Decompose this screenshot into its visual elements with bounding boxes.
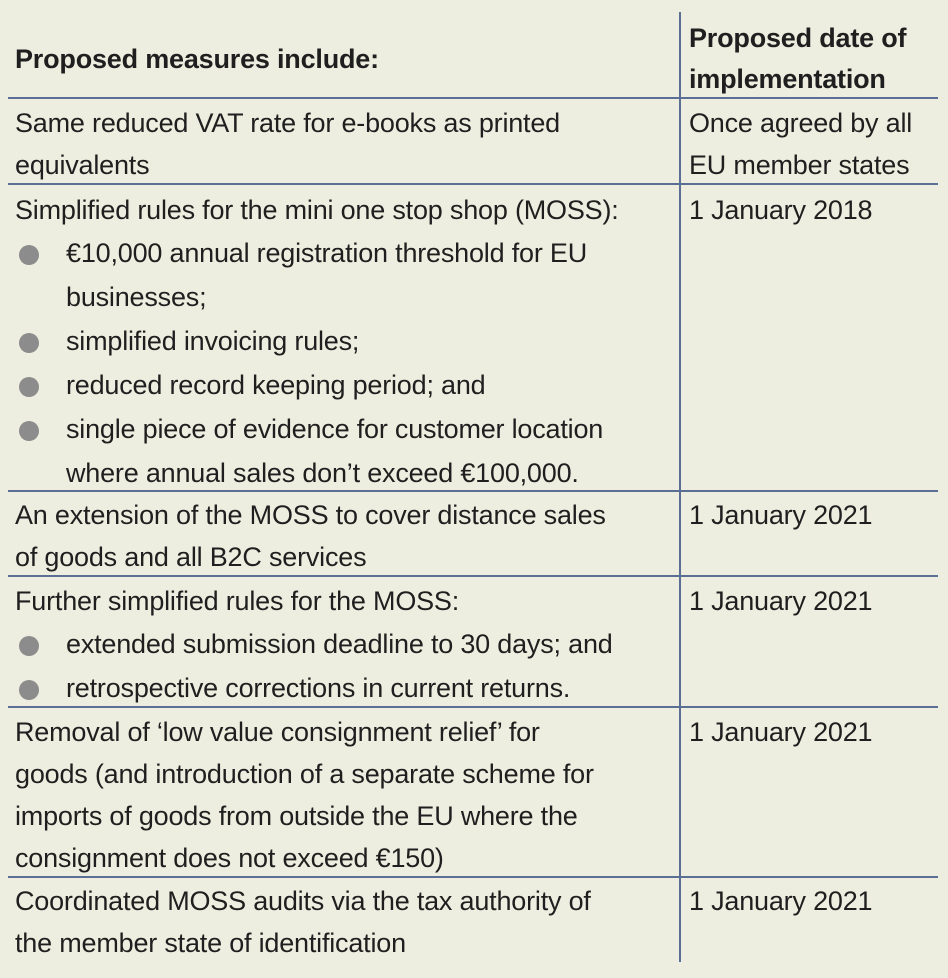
measure-line: Simplified rules for the mini one stop shop (MOSS): xyxy=(15,195,619,225)
measure-line: goods (and introduction of a separate scheme for xyxy=(15,759,594,789)
date-line: EU member states xyxy=(689,150,910,180)
date-cell xyxy=(689,711,934,753)
date-line: 1 January 2021 xyxy=(689,717,873,747)
bullet-dot-icon xyxy=(19,421,39,441)
bullet-line: businesses; xyxy=(66,282,207,312)
row-rule xyxy=(8,575,938,577)
bullet-item xyxy=(15,363,670,407)
row-rule xyxy=(8,876,938,878)
bullet-item xyxy=(15,407,670,495)
date-line: 1 January 2021 xyxy=(689,500,873,530)
header-rule xyxy=(8,97,938,99)
measure-cell xyxy=(15,494,670,578)
bullet-item xyxy=(15,666,670,710)
measure-line: imports of goods from outside the EU where the xyxy=(15,801,578,831)
date-cell xyxy=(689,189,934,231)
bullet-dot-icon xyxy=(19,333,39,353)
bullet-item xyxy=(15,319,670,363)
row-rule xyxy=(8,706,938,708)
measure-cell xyxy=(15,189,670,495)
measure-line: Further simplified rules for the MOSS: xyxy=(15,586,460,616)
measure-line: equivalents xyxy=(15,150,150,180)
date-cell xyxy=(689,102,934,186)
bullet-line: retrospective corrections in current returns. xyxy=(66,673,571,703)
column-divider xyxy=(679,12,681,962)
measure-cell xyxy=(15,580,670,710)
measure-line: of goods and all B2C services xyxy=(15,542,367,572)
measure-line: the member state of identification xyxy=(15,928,406,958)
row-rule xyxy=(8,490,938,492)
measure-cell xyxy=(15,711,670,879)
bullet-dot-icon xyxy=(19,377,39,397)
header-measures: Proposed measures include: xyxy=(15,44,379,74)
bullet-line: simplified invoicing rules; xyxy=(66,326,360,356)
bullet-line: where annual sales don’t exceed €100,000. xyxy=(66,458,579,488)
header-date-line: implementation xyxy=(689,64,886,94)
row-rule xyxy=(8,183,938,185)
measure-line: Coordinated MOSS audits via the tax authority of xyxy=(15,886,591,916)
measure-line: An extension of the MOSS to cover distance sales xyxy=(15,500,606,530)
bullet-dot-icon xyxy=(19,636,39,656)
measure-cell xyxy=(15,880,670,964)
bullet-dot-icon xyxy=(19,245,39,265)
bullet-item xyxy=(15,622,670,666)
bullet-line: single piece of evidence for customer location xyxy=(66,414,604,444)
measure-line: Removal of ‘low value consignment relief’ for xyxy=(15,717,540,747)
header-date xyxy=(689,18,934,100)
measure-cell xyxy=(15,102,670,186)
bullet-line: extended submission deadline to 30 days; and xyxy=(66,629,613,659)
date-cell xyxy=(689,580,934,622)
date-line: 1 January 2021 xyxy=(689,886,873,916)
bullet-line: €10,000 annual registration threshold for EU xyxy=(66,238,588,268)
date-line: 1 January 2021 xyxy=(689,586,873,616)
bullet-dot-icon xyxy=(19,680,39,700)
date-cell xyxy=(689,494,934,536)
bullet-item xyxy=(15,231,670,319)
date-cell xyxy=(689,880,934,922)
header-date-line: Proposed date of xyxy=(689,23,907,53)
date-line: 1 January 2018 xyxy=(689,195,873,225)
measure-line: consignment does not exceed €150) xyxy=(15,843,444,873)
bullet-line: reduced record keeping period; and xyxy=(66,370,486,400)
measure-line: Same reduced VAT rate for e-books as printed xyxy=(15,108,560,138)
date-line: Once agreed by all xyxy=(689,108,913,138)
